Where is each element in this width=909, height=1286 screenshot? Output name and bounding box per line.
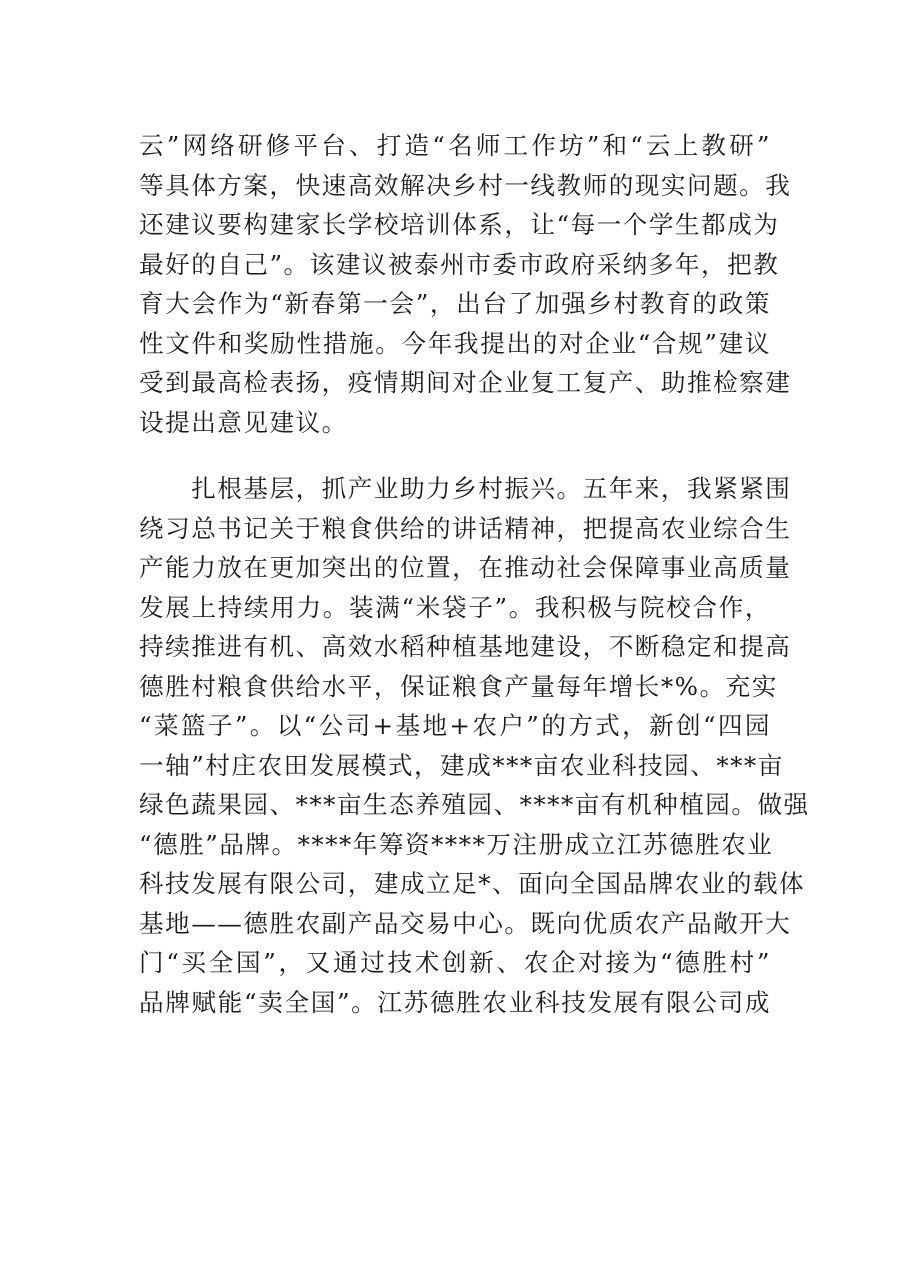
text-line: 门“买全国”，又通过技术创新、农企对接为“德胜村”	[139, 948, 771, 977]
text-line: 基地——德胜农副产品交易中心。既向优质农产品敞开大	[139, 908, 792, 938]
text-line: “德胜”品牌。****年筹资****万注册成立江苏德胜农业	[139, 829, 774, 859]
text-line: 发展上持续用力。装满“米袋子”。我积极与院校合作，	[139, 592, 771, 622]
text-line: 设提出意见建议。	[139, 407, 348, 437]
text-line: 德胜村粮食供给水平，保证粮食产量每年增长*%。充实	[139, 671, 778, 701]
text-line: 产能力放在更加突出的位置，在推动社会保障事业高质量	[139, 553, 792, 582]
text-line: 品牌赋能“卖全国”。江苏德胜农业科技发展有限公司成	[139, 987, 771, 1017]
text-line: 云”网络研修平台、打造“名师工作坊”和“云上教研”	[139, 131, 771, 160]
text-line: 绿色蔬果园、***亩生态养殖园、****亩有机种植园。做强	[139, 790, 810, 819]
text-line: 最好的自己”。该建议被泰州市委市政府采纳多年，把教	[139, 249, 780, 279]
text-line: 持续推进有机、高效水稻种植基地建设，不断稳定和提高	[139, 632, 792, 661]
text-line: 绕习总书记关于粮食供给的讲话精神，把提高农业综合生	[139, 513, 792, 543]
text-line: 育大会作为“新春第一会”，出台了加强乡村教育的政策	[139, 289, 771, 318]
text-line: 还建议要构建家长学校培训体系，让“每一个学生都成为	[139, 210, 780, 239]
text-line: “菜篮子”。以“公司+基地+农户”的方式，新创“四园	[139, 711, 771, 740]
text-line: 一轴”村庄农田发展模式，建成***亩农业科技园、***亩	[139, 750, 784, 780]
paragraph-spacer	[139, 442, 771, 469]
text-line: 扎根基层，抓产业助力乡村振兴。五年来，我紧紧围	[139, 474, 792, 503]
text-line: 性文件和奖励性措施。今年我提出的对企业“合规”建议	[139, 328, 771, 358]
paragraph-1	[139, 126, 792, 442]
text-line: 受到最高检表扬，疫情期间对企业复工复产、助推检察建	[139, 368, 792, 397]
text-line: 科技发展有限公司，建成立足*、面向全国品牌农业的载体	[139, 869, 806, 898]
document-body	[139, 126, 810, 1022]
text-line: 等具体方案，快速高效解决乡村一线教师的现实问题。我	[139, 170, 792, 200]
paragraph-2	[139, 469, 810, 1022]
